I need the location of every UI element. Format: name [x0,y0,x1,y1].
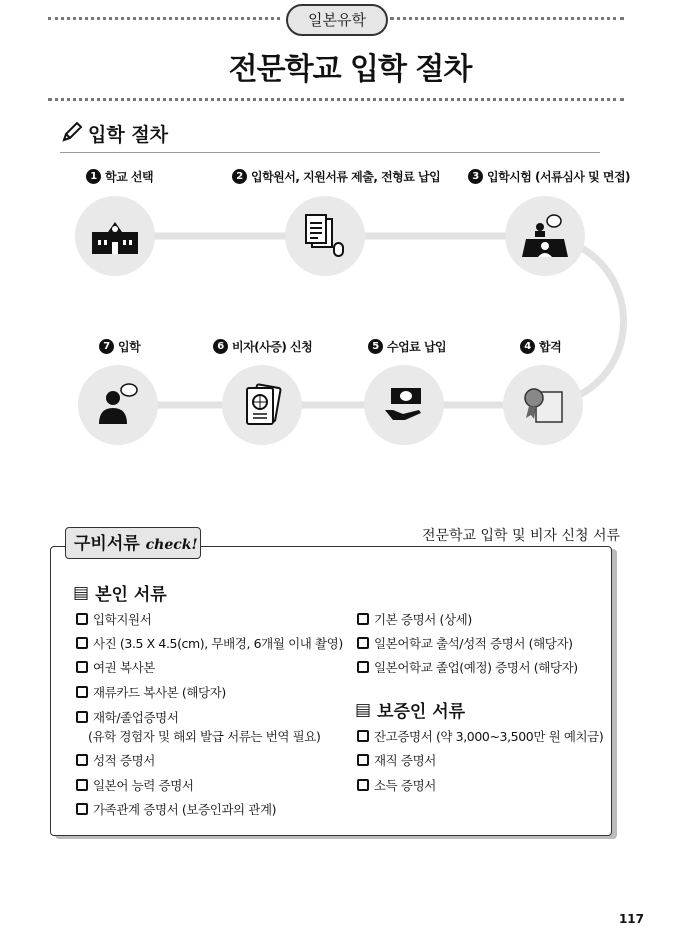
checklist-item[interactable]: 재학/졸업증명서 [76,708,179,726]
certificate-icon [518,382,568,428]
category-badge: 일본유학 [286,4,388,36]
checkbox[interactable] [357,613,369,625]
document-icon: ▤ [355,699,372,720]
checklist-item[interactable]: 재직 증명서 [357,751,436,769]
checklist-item[interactable]: 가족관계 증명서 (보증인과의 관계) [76,800,276,818]
checkbox[interactable] [357,661,369,673]
step-3-circle [505,196,585,276]
passport-icon [237,380,287,430]
step-7-label: 7 입학 [99,338,140,355]
person-speech-icon [93,382,143,428]
checkbox[interactable] [76,754,88,766]
checkbox[interactable] [76,661,88,673]
step-5-label: 5 수업료 납입 [368,338,446,355]
step-1-circle [75,196,155,276]
section-title: 입학 절차 [88,124,169,146]
checkbox[interactable] [76,803,88,815]
checklist-item[interactable]: 입학지원서 [76,610,151,628]
checkbox[interactable] [357,730,369,742]
step-4-circle [503,365,583,445]
checkbox[interactable] [357,779,369,791]
page-title: 전문학교 입학 절차 [228,52,472,87]
step-4-label: 4 합격 [520,338,561,355]
step-1-label: 1 학교 선택 [86,168,153,185]
checklist-item[interactable]: 재류카드 복사본 (해당자) [76,683,226,701]
documents-mouse-icon [300,213,350,259]
checklist-note: (유학 경험자 및 해외 발급 서류는 번역 필요) [88,729,321,744]
interview-icon [520,213,570,259]
checklist-tag: 구비서류 check! [65,527,201,559]
checklist-item[interactable]: 일본어학교 졸업(예정) 증명서 (해당자) [357,658,578,676]
checklist-item[interactable]: 성적 증명서 [76,751,155,769]
checklist-subtitle: 전문학교 입학 및 비자 신청 서류 [421,528,620,544]
checkbox[interactable] [76,637,88,649]
checkbox[interactable] [76,613,88,625]
step-2-label: 2 입학원서, 지원서류 제출, 전형료 납입 [232,168,440,185]
checklist-item[interactable]: 여권 복사본 [76,658,155,676]
step-6-label: 6 비자(사증) 신청 [213,338,312,355]
checklist-item[interactable]: 사진 (3.5 X 4.5(cm), 무배경, 6개월 이내 촬영) [76,634,343,652]
school-icon [90,216,140,256]
checkbox[interactable] [76,779,88,791]
checklist-item[interactable]: 잔고증명서 (약 3,000~3,500만 원 예치금) [357,727,603,745]
checklist-item[interactable]: 일본어 능력 증명서 [76,776,194,794]
checkbox[interactable] [357,637,369,649]
checkbox[interactable] [357,754,369,766]
self-docs-heading: ▤ 본인 서류 [73,582,167,605]
document-icon: ▤ [73,582,90,603]
checklist-item[interactable]: 기본 증명서 (상세) [357,610,472,628]
checkbox[interactable] [76,686,88,698]
checklist-item[interactable]: 소득 증명서 [357,776,436,794]
page-number: 117 [618,912,644,926]
money-hand-icon [379,382,429,428]
step-2-circle [285,196,365,276]
step-3-label: 3 입학시험 (서류심사 및 면접) [468,168,630,185]
checklist-item[interactable]: 일본어학교 출석/성적 증명서 (해당자) [357,634,573,652]
step-5-circle [364,365,444,445]
step-6-circle [222,365,302,445]
guarantor-docs-heading: ▤ 보증인 서류 [355,699,466,722]
checkbox[interactable] [76,711,88,723]
step-7-circle [78,365,158,445]
